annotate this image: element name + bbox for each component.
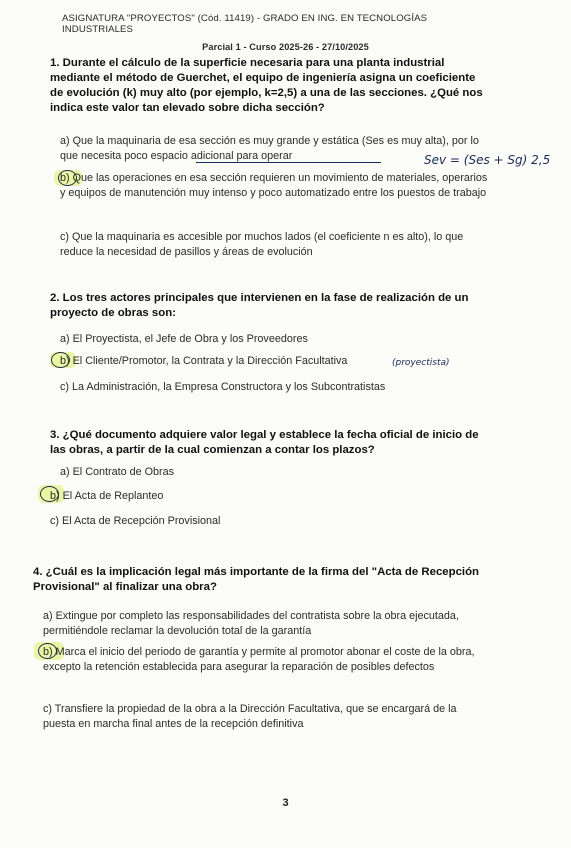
question-3: 3. ¿Qué documento adquiere valor legal y establece la fecha oficial de inicio de las obras, a partir de la cual comienzan a contar los plazos? (50, 429, 479, 456)
q1-option-c: c) Que la maquinaria es accesible por muchos lados (el coeficiente n es alto), lo que reduce la necesidad de pasillos y áreas de evolución (60, 231, 464, 258)
q4-option-b: b) Marca el inicio del periodo de garantía y permite al promotor abonar el coste de la obra, excepto la retención establecida para asegurar la reparación de posibles defectos (43, 646, 475, 673)
q4-option-c: c) Transfiere la propiedad de la obra a la Dirección Facultativa, que se encargará de la puesta en marcha final antes de la recepción definitiva (43, 703, 457, 730)
exam-subheader: Parcial 1 - Curso 2025-26 - 27/10/2025 (202, 42, 369, 52)
q3-option-b: b) El Acta de Replanteo (50, 490, 164, 502)
q3-option-c: c) El Acta de Recepción Provisional (50, 515, 221, 527)
question-1: 1. Durante el cálculo de la superficie necesaria para una planta industrial mediante el método de Guerchet, el equipo de ingeniería asigna un coeficiente de evolución (k) muy alto (por ejemplo, k=2,5) a una de las secciones. ¿Qué nos indica este valor tan elevado sobre dicha sección? (50, 57, 483, 114)
q1-option-b: b) Que las operaciones en esa sección requieren un movimiento de materiales, operarios y equipos de manutención muy intenso y poco automatizado entre los puestos de trabajo (60, 172, 488, 199)
q1-handwritten-note: Sev = (Ses + Sg) 2,5 (424, 153, 551, 167)
q2-option-c: c) La Administración, la Empresa Constructora y los Subcontratistas (60, 381, 386, 393)
q2-option-a: a) El Proyectista, el Jefe de Obra y los Proveedores (60, 333, 308, 345)
question-2: 2. Los tres actores principales que intervienen en la fase de realización de un proyecto de obras son: (50, 292, 469, 319)
course-header: ASIGNATURA "PROYECTOS" (Cód. 11419) - GRADO EN ING. EN TECNOLOGÍAS INDUSTRIALES (62, 13, 428, 35)
q1-option-a: a) Que la maquinaria de esa sección es muy grande y estática (Ses es muy alta), por lo que necesita poco espacio adicional para operar (60, 135, 479, 162)
q4-option-a: a) Extingue por completo las responsabilidades del contratista sobre la obra ejecutada, permitiéndole reclamar la devolución total de la garantía (43, 610, 459, 637)
q1-underline (196, 162, 381, 163)
page-number: 3 (282, 797, 289, 809)
question-4: 4. ¿Cuál es la implicación legal más importante de la firma del "Acta de Recepción Provisional" al finalizar una obra? (33, 566, 479, 593)
q2-handwritten-note: (proyectista) (392, 358, 450, 368)
q3-option-a: a) El Contrato de Obras (60, 466, 175, 478)
q2-option-b: b) El Cliente/Promotor, la Contrata y la Dirección Facultativa (60, 355, 348, 367)
